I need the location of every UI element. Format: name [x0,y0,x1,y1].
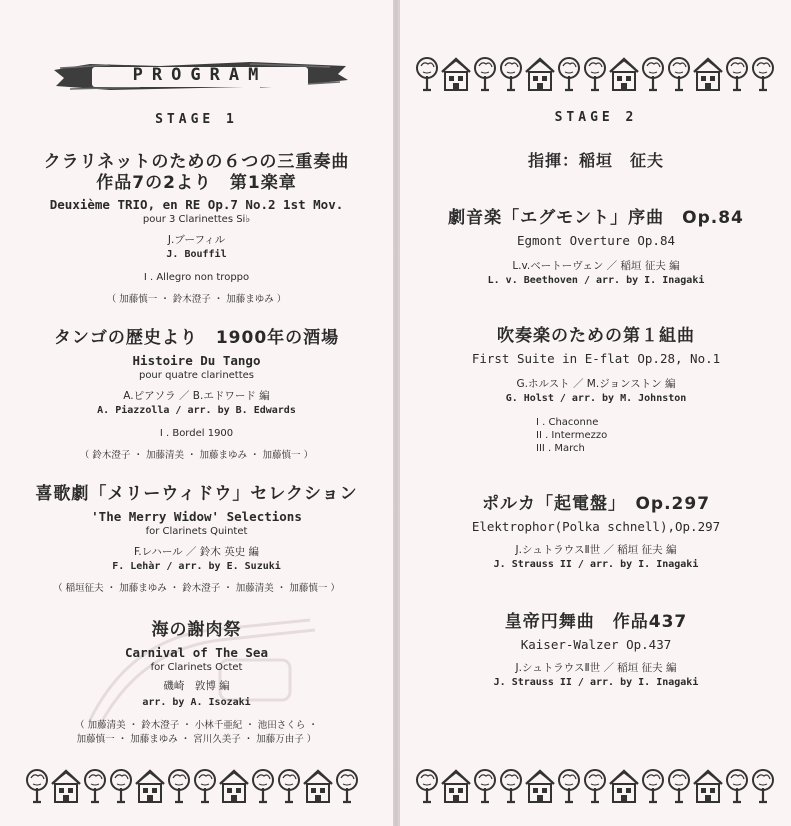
house-icon [218,768,250,804]
piece-1 [0,152,393,307]
house-icon [524,56,556,92]
composer-ja: A.ピアソラ ／ B.エドワード 編 [123,390,270,402]
tree-icon [472,56,498,92]
piece-title-ja: 皇帝円舞曲 作品437 [504,612,688,632]
movement: II . Intermezzo [536,430,608,441]
piece-6 [400,326,791,455]
piece-title-en: Elektrophor(Polka schnell),Op.297 [471,519,721,534]
house-icon [524,768,556,804]
piece-8 [400,612,791,690]
tree-icon [24,768,50,804]
tree-icon [582,768,608,804]
tree-icon [556,768,582,804]
house-tree-border [414,56,776,92]
piece-title-en: 'The Merry Widow' Selections [91,509,302,524]
left-page [0,0,394,826]
tree-icon [472,768,498,804]
tree-icon [666,768,692,804]
piece-title-en: Carnival of The Sea [125,645,268,660]
composer-en: J. Strauss II / arr. by I. Inagaki [493,559,699,570]
movement: I . Chaconne [536,417,599,428]
piece-3 [0,484,393,596]
piece-title-ja: 吹奏楽のための第１組曲 [497,326,695,346]
performers: 加藤慎一 ・ 加藤まゆみ ・ 宮川久美子 ・ 加藤万由子 ） [76,734,317,745]
tree-icon [498,768,524,804]
house-icon [440,768,472,804]
tree-icon [414,768,440,804]
tree-icon [666,56,692,92]
performers: （ 鈴木澄子 ・ 加藤清美 ・ 加藤まゆみ ・ 加藤慎一 ） [79,450,314,461]
house-icon [692,56,724,92]
piece-7 [400,494,791,572]
piece-subtitle: for Clarinets Quintet [145,526,248,537]
house-icon [302,768,334,804]
movement: I . Bordel 1900 [159,428,234,439]
tree-icon [724,56,750,92]
composer-en: F. Lehàr / arr. by E. Suzuki [112,561,281,572]
tree-icon [334,768,360,804]
performers: （ 加藤清美 ・ 鈴木澄子 ・ 小林千亜紀 ・ 池田さくら ・ [75,720,318,731]
piece-4 [0,620,393,747]
composer-ja: J.シュトラウスⅡ世 ／ 稲垣 征夫 編 [515,544,677,556]
conductor: 指揮：稲垣 征夫 [527,151,664,170]
tree-icon [82,768,108,804]
tree-icon [750,56,776,92]
composer-ja: J.シュトラウスⅡ世 ／ 稲垣 征夫 編 [515,662,677,674]
piece-subtitle: for Clarinets Octet [150,662,243,673]
tree-icon [250,768,276,804]
movement-list [536,416,656,455]
house-icon [50,768,82,804]
piece-title-en: Kaiser-Walzer Op.437 [520,637,672,652]
piece-title-ja: 作品7の2より 第1楽章 [96,173,297,193]
piece-2 [0,328,393,463]
house-icon [692,768,724,804]
house-tree-border [24,768,360,804]
piece-title-ja: ポルカ「起電盤」 Op.297 [481,494,711,514]
house-icon [608,56,640,92]
composer-ja: G.ホルスト ／ M.ジョンストン 編 [516,378,676,390]
piece-title-en: Deuxième TRIO, en RE Op.7 No.2 1st Mov. [49,197,344,212]
piece-subtitle: pour quatre clarinettes [138,370,255,381]
tree-icon [750,768,776,804]
composer-ja: F.レハール ／ 鈴木 英史 編 [133,546,260,558]
house-icon [134,768,166,804]
piece-title-ja: 劇音楽「エグモント」序曲 Op.84 [448,208,744,228]
house-icon [440,56,472,92]
composer-en: arr. by A. Isozaki [142,697,251,708]
tree-icon [414,56,440,92]
piece-title-ja: クラリネットのための６つの三重奏曲 [43,152,350,172]
composer-en: G. Holst / arr. by M. Johnston [505,393,687,404]
piece-title-en: Histoire Du Tango [132,353,261,368]
composer-en: L. v. Beethoven / arr. by I. Inagaki [487,275,705,286]
tree-icon [108,768,134,804]
tree-icon [166,768,192,804]
piece-title-ja: 喜歌劇「メリーウィドウ」セレクション [35,484,358,504]
tree-icon [582,56,608,92]
right-page [399,0,791,826]
piece-title-ja: タンゴの歴史より 1900年の酒場 [53,328,340,348]
tree-icon [640,56,666,92]
piece-5 [400,208,791,288]
piece-title-ja: 海の謝肉祭 [151,620,242,640]
piece-title-en: First Suite in E-flat Op.28, No.1 [471,351,721,366]
tree-icon [556,56,582,92]
piece-subtitle: pour 3 Clarinettes Si♭ [142,214,251,225]
tree-icon [276,768,302,804]
composer-en: J. Strauss II / arr. by I. Inagaki [493,677,699,688]
tree-icon [498,56,524,92]
movement: I . Allegro non troppo [143,272,250,283]
program-banner [50,56,350,96]
tree-icon [724,768,750,804]
performers: （ 稲垣征夫 ・ 加藤まゆみ ・ 鈴木澄子 ・ 加藤清美 ・ 加藤慎一 ） [53,583,340,594]
performers: （ 加藤慎一 ・ 鈴木澄子 ・ 加藤まゆみ ） [106,294,287,305]
program-title: PROGRAM [132,65,268,85]
composer-en: J. Bouffil [166,249,227,260]
composer-ja: 磯崎 敦博 編 [163,680,230,692]
composer-en: A. Piazzolla / arr. by B. Edwards [97,405,296,416]
tree-icon [192,768,218,804]
piece-title-en: Egmont Overture Op.84 [516,233,676,248]
movement: III . March [536,443,585,454]
house-icon [608,768,640,804]
tree-icon [640,768,666,804]
composer-ja: L.v.ベートーヴェン ／ 稲垣 征夫 編 [512,260,680,272]
stage-1-heading: STAGE 1 [155,112,238,127]
stage-2-heading: STAGE 2 [554,110,638,125]
composer-ja: J.ブーフィル [167,234,226,246]
house-tree-border [414,768,776,804]
